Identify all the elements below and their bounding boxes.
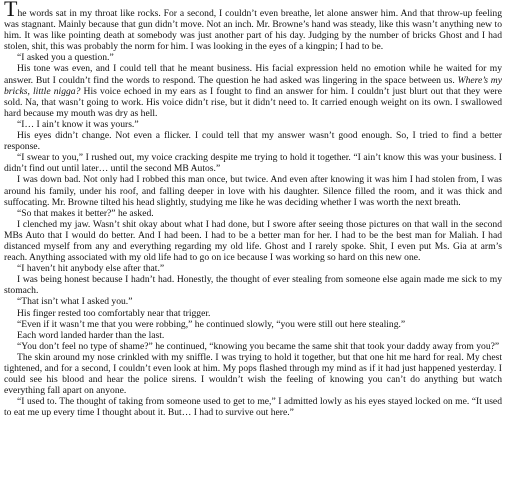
paragraph-text: His finger rested too comfortably near that trigger. (17, 307, 211, 319)
paragraph-text: I was being honest because I hadn’t had. Honestly, the thought of ever stealing from someone else again made me sick to my stomach. (4, 274, 502, 297)
paragraph (4, 0, 502, 53)
paragraph (4, 274, 502, 296)
paragraph (4, 152, 502, 174)
paragraph (4, 263, 502, 274)
paragraph-text: “I… I ain’t know it was yours.” (17, 118, 139, 130)
paragraph-text: “I haven’t hit anybody else after that.” (17, 263, 165, 275)
paragraph (4, 341, 502, 352)
paragraph (4, 319, 502, 330)
paragraph-text: His voice echoed in my ears as I fought to find an answer for him. I couldn’t just blurt out that they were sold. Na, that wasn’t going to work. His voice didn’t rise, but it didn’t need to. It carried enough weight on its own. I swallowed hard because my mouth was dry as hell. (4, 85, 502, 119)
paragraph-text: “That isn’t what I asked you.” (17, 296, 133, 308)
paragraph-text: I clenched my jaw. Wasn’t shit okay about what I had done, but I swore after seeing those pictures on that wall in the second MBs Auto that I would do better. And I had been. I had to be a better man for her. I had to be the best man for Maliah. I had distanced myself from any and everything regarding my old life. Ghost and I rarely spoke. Shit, I even put Ms. Gia at arm’s reach. Anything associated with my old life had to go on ice because I was working so hard on this new one. (4, 218, 502, 264)
paragraph (4, 174, 502, 207)
paragraph-text: His eyes didn’t change. Not even a flicker. I could tell that my answer wasn’t good enough. So, I tried to find a better response. (4, 130, 502, 153)
paragraph-text: “Even if it wasn’t me that you were robbing,” he continued slowly, “you were still out here stealing.” (17, 318, 406, 330)
paragraph (4, 330, 502, 341)
paragraph-text: “I used to. The thought of taking from someone used to get to me,” I admitted lowly as his eyes stayed locked on me. “It used to eat me up every time I thought about it. But… I had to survive out here.” (4, 396, 502, 419)
paragraph-text: “So that makes it better?” he asked. (17, 207, 154, 219)
paragraph (4, 119, 502, 130)
paragraph (4, 296, 502, 307)
paragraph (4, 308, 502, 319)
paragraph (4, 52, 502, 63)
paragraph-text: His tone was even, and I could tell that he meant business. His facial expression held no emotion while he waited for my answer. But I couldn’t find the words to respond. The question he had asked was lingering in the space between us. (4, 63, 502, 86)
paragraph-text: The skin around my nose crinkled with my sniffle. I was trying to hold it together, but that one hit me hard for real. My chest tightened, and for a second, I couldn’t even look at him. My pops flashed through my mind as if it had just happened yesterday. I could see his blood and hear the police sirens. I wouldn’t wish the feeling of knowing you can’t do anything but watch everything fall apart on anyone. (4, 351, 502, 397)
paragraph (4, 208, 502, 219)
paragraph (4, 219, 502, 263)
paragraph (4, 396, 502, 418)
paragraph-text: Each word landed harder than the last. (17, 329, 165, 341)
paragraph-text: “I asked you a question.” (17, 52, 114, 64)
drop-cap: T (4, 0, 18, 21)
paragraph (4, 130, 502, 152)
paragraph-text: he words sat in my throat like rocks. For a second, I couldn’t even breathe, let alone answer him. And that throw-up feeling was stagnant. Mainly because that gun didn’t move. Not an inch. Mr. Browne’s hand was steady, like this wasn’t anything new to him. It was like pointing death at somebody was just another part of his day. Judging by the number of bricks Ghost and I had stolen, shit, this was probably the norm for him. I was looking in the eyes of a kingpin; I had to be. (4, 8, 502, 53)
paragraph-text: “I swear to you,” I rushed out, my voice cracking despite me trying to hold it together. “I ain’t know this was your business. I didn’t find out until later… until the second MB Autos.” (4, 152, 502, 175)
paragraph-text: I was down bad. Not only had I robbed this man once, but twice. And even after knowing it was him I had stolen from, I was around his family, under his roof, and falling deeper in love with his daughter. Silence filled the room, and it was thick and suffocating. Mr. Browne tilted his head slightly, studying me like he was deciding whether I was worth the next breath. (4, 174, 502, 208)
paragraph (4, 352, 502, 396)
paragraph (4, 63, 502, 118)
paragraph-text: “You don’t feel no type of shame?” he continued, “knowing you became the same shit that took your daddy away from you?” (17, 340, 500, 352)
italic-text: Where’s my bricks, little nigga? (4, 74, 502, 97)
